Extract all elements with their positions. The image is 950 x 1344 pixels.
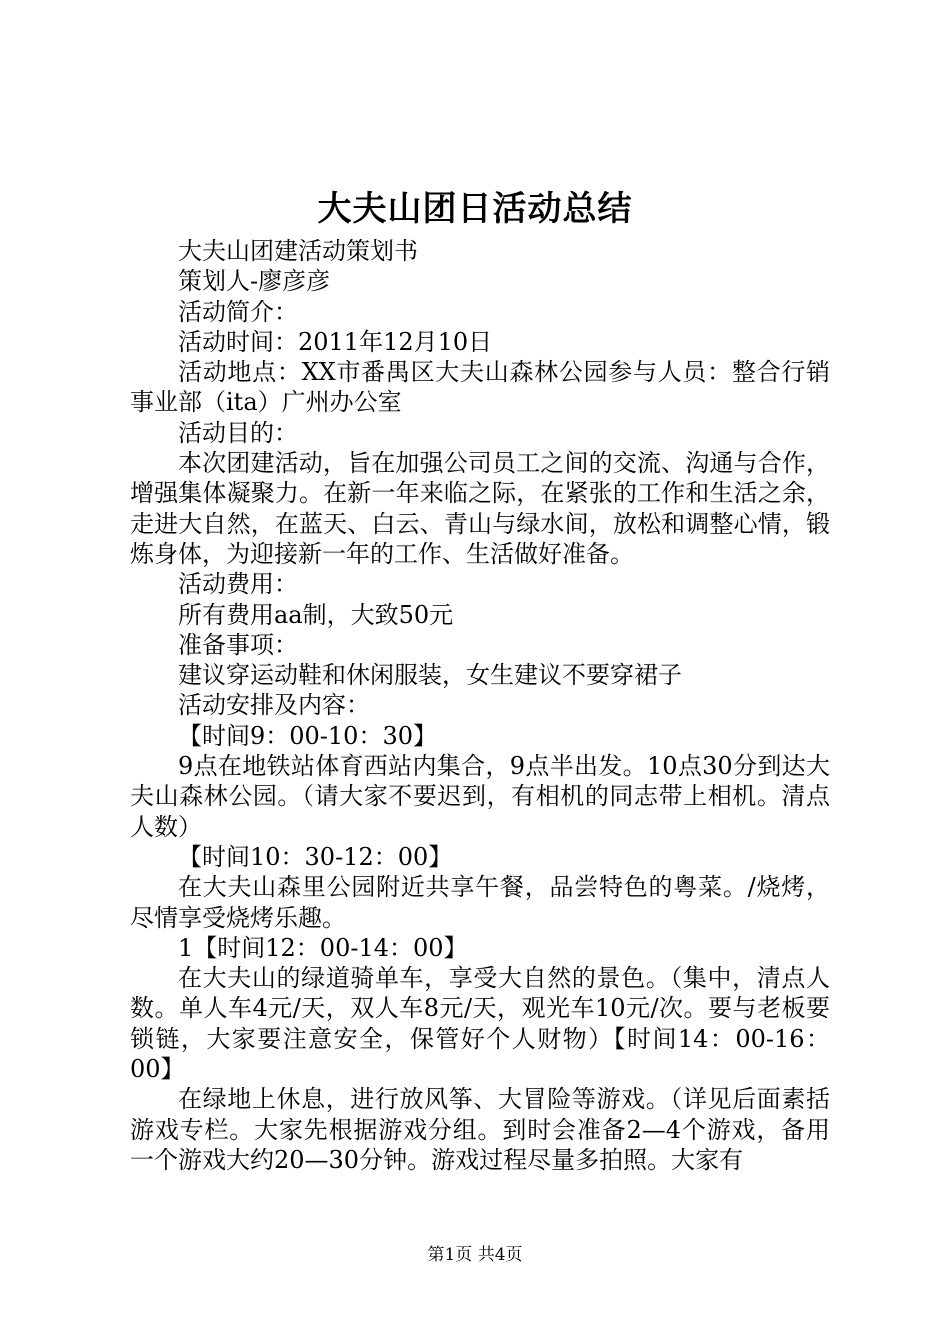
paragraph: 1【时间12：00-14：00】 [178,933,468,962]
document-title: 大夫山团日活动总结 [317,189,633,229]
paragraph: 【时间9：00-10：30】 [178,721,437,750]
paragraph: 在大夫山的绿道骑单车，享受大自然的景色。（集中，清点人数。单人车4元/天，双人车8元/天，观光车10元/次。要与老板要锁链，大家要注意安全，保管好个人财物）【时间14：00-16：00】 [130,964,830,1084]
paragraph: 本次团建活动，旨在加强公司员工之间的交流、沟通与合作，增强集体凝聚力。在新一年来临之际，在紧张的工作和生活之余，走进大自然，在蓝天、白云、青山与绿水间，放松和调整心情，锻炼身体，为迎接新一年的工作、生活做好准备。 [130,449,830,568]
paragraph: 大夫山团建活动策划书 [178,237,418,265]
paragraph: 在绿地上休息，进行放风筝、大冒险等游戏。（详见后面素括游戏专栏。大家先根据游戏分组。到时会准备2—4个游戏，备用一个游戏大约20—30分钟。游戏过程尽量多拍照。大家有 [130,1085,830,1174]
paragraph: 建议穿运动鞋和休闲服装，女生建议不要穿裙子 [178,661,682,690]
paragraph: 在大夫山森里公园附近共享午餐，品尝特色的粤菜。/烧烤，尽情享受烧烤乐趣。 [130,873,830,932]
paragraph: 策划人-廖彦彦 [178,267,331,296]
paragraph: 所有费用aa制，大致50元 [178,600,454,629]
paragraph: 活动简介： [178,297,298,326]
paragraph: 活动地点：XX市番禺区大夫山森林公园参与人员：整合行销事业部（ita）广州办公室 [130,358,830,417]
page-indicator: 第1页 共4页 [427,1245,523,1265]
paragraph: 活动时间：2011年12月10日 [178,327,493,356]
paragraph: 活动目的： [178,418,298,447]
document-body [130,236,830,1175]
paragraph: 活动费用： [178,570,298,599]
paragraph: 准备事项： [178,630,298,659]
paragraph: 活动安排及内容： [178,691,370,720]
paragraph: 9点在地铁站体育西站内集合，9点半出发。10点30分到达大夫山森林公园。（请大家不要迟到，有相机的同志带上相机。清点人数） [130,752,830,841]
paragraph: 【时间10：30-12：00】 [178,842,453,871]
